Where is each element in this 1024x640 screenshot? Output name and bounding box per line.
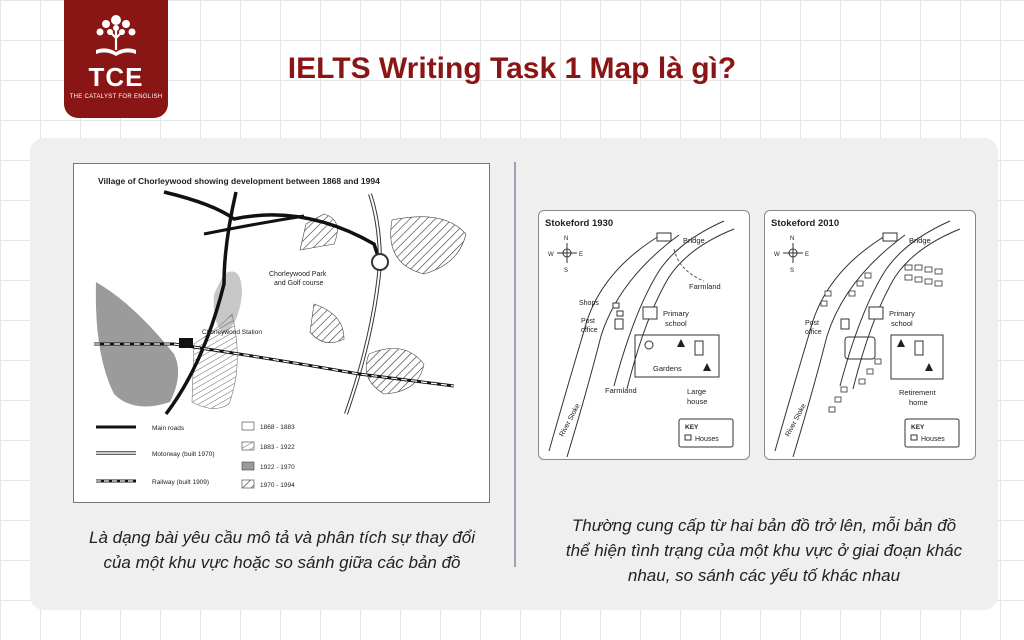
caption-right-line: nhau, so sánh các yếu tố khác nhau <box>627 566 901 585</box>
label-river: River Stoke <box>558 402 582 438</box>
label-golf: and Golf course <box>274 280 324 287</box>
label-post: Post <box>805 320 820 327</box>
label-gardens: Gardens <box>653 364 682 373</box>
legend-period-2: 1883 - 1922 <box>260 444 295 451</box>
label-school: school <box>891 319 913 328</box>
caption-left <box>58 525 506 575</box>
label-office: office <box>805 329 822 336</box>
caption-right <box>530 513 998 588</box>
label-retirement: Retirement <box>899 388 936 397</box>
label-bridge: Bridge <box>683 236 705 245</box>
compass-icon <box>557 243 577 263</box>
house-icon <box>685 435 691 440</box>
legend-main-roads: Main roads <box>152 425 185 432</box>
logo-abbr: TCE <box>88 62 144 92</box>
label-farmland-top: Farmland <box>689 282 721 291</box>
label-bridge: Bridge <box>909 236 931 245</box>
panel-divider <box>514 162 516 567</box>
key-title: KEY <box>685 424 699 431</box>
legend-railway: Railway (built 1909) <box>152 479 210 486</box>
map1-title: Village of Chorleywood showing development between 1868 and 1994 <box>98 176 380 186</box>
compass-s: S <box>790 268 795 274</box>
label-home: home <box>909 398 928 407</box>
label-primary: Primary <box>663 309 689 318</box>
caption-right-line: Thường cung cấp từ hai bản đồ trở lên, mỗi bản đồ <box>571 516 957 535</box>
label-school: school <box>665 319 687 328</box>
compass-e: E <box>805 252 810 258</box>
compass-n: N <box>790 236 795 242</box>
caption-left-line: Là dạng bài yêu cầu mô tả và phân tích sự thay đổi <box>89 528 475 547</box>
map2-title: Stokeford 1930 <box>545 218 614 229</box>
compass-s: S <box>564 268 569 274</box>
compass-e: E <box>579 252 584 258</box>
chorleywood-map <box>73 163 490 503</box>
map3-title: Stokeford 2010 <box>771 218 840 229</box>
compass-w: W <box>774 252 780 258</box>
label-park: Chorleywood Park <box>269 271 327 278</box>
compass-n: N <box>564 236 569 242</box>
logo-tagline: THE CATALYST FOR ENGLISH <box>69 94 163 100</box>
label-river: River Stoke <box>784 402 808 438</box>
legend-period-3: 1922 - 1970 <box>260 464 295 471</box>
label-primary: Primary <box>889 309 915 318</box>
label-large: Large <box>687 387 707 396</box>
key-title: KEY <box>911 424 925 431</box>
stokeford-1930-map <box>538 210 750 460</box>
label-office: office <box>581 327 598 334</box>
label-farmland-bottom: Farmland <box>605 386 637 395</box>
caption-left-line: của một khu vực hoặc so sánh giữa các bản đồ <box>103 553 461 572</box>
stokeford-2010-map <box>764 210 976 460</box>
page-title: IELTS Writing Task 1 Map là gì? <box>287 52 737 85</box>
caption-right-line: thể hiện tình trạng của một khu vực ở giai đoạn khác <box>565 541 963 560</box>
house-icon <box>911 435 917 440</box>
label-shops: Shops <box>579 300 599 307</box>
compass-w: W <box>548 252 554 258</box>
legend-period-4: 1970 - 1994 <box>260 482 295 489</box>
legend-motorway: Motorway (built 1970) <box>152 451 215 458</box>
legend-period-1: 1868 - 1883 <box>260 424 295 431</box>
label-station: Chorleywood Station <box>202 329 262 336</box>
compass-icon <box>783 243 803 263</box>
key-houses: Houses <box>921 436 945 443</box>
label-house: house <box>687 397 708 406</box>
key-houses: Houses <box>695 436 719 443</box>
label-post: Post <box>581 318 596 325</box>
